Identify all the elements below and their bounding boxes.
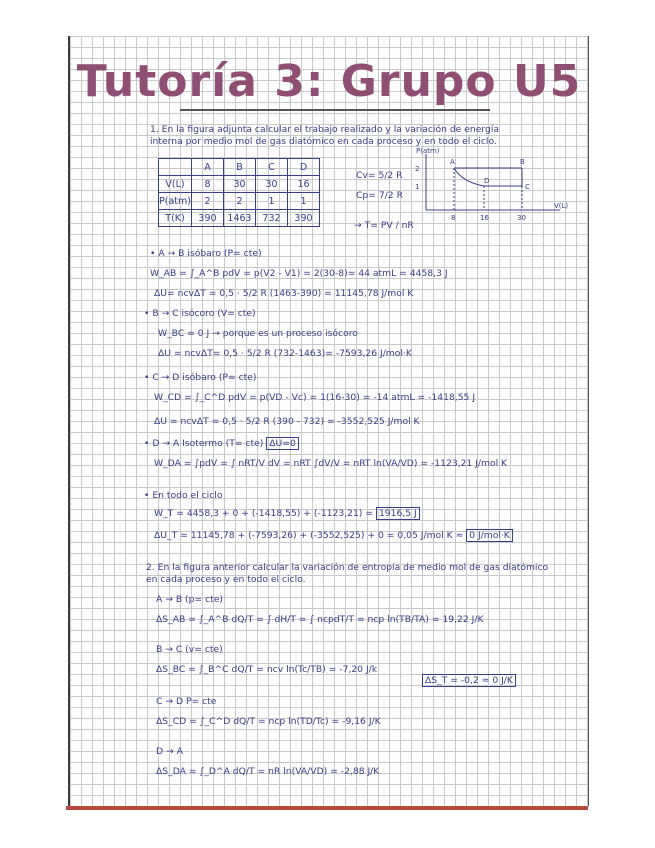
process-bc-header: • B → C isócoro (V= cte)	[144, 308, 256, 319]
table-header: D	[288, 159, 320, 176]
table-cell: 390	[288, 210, 320, 227]
entropy-cd-header: C → D P= cte	[156, 696, 217, 707]
total-entropy-box: ΔS_T = -0,2 ≈ 0 J/K	[422, 674, 516, 687]
process-cd-work: W_CD = ∫_C^D pdV = p(VD - Vc) = 1(16-30) = -14 atmL = -1418,55 J	[154, 392, 476, 403]
entropy-bc: ΔS_BC = ∫_B^C dQ/T = ncv ln(Tc/TB) = -7,20 J/k	[156, 664, 378, 675]
table-cell: 30	[224, 176, 256, 193]
table-cell: 1	[288, 193, 320, 210]
problem-1-text: interna por medio mol de gas diatómico en cada proceso y en todo el ciclo.	[150, 136, 497, 147]
cycle-energy	[154, 530, 513, 541]
table-cell: 8	[192, 176, 224, 193]
table-row	[159, 193, 320, 210]
process-ab-header: • A → B isóbaro (P= cte)	[150, 248, 262, 259]
cv-label: Cv= 5/2 R	[356, 170, 403, 181]
table-row	[159, 210, 320, 227]
process-cd-header: • C → D isóbaro (P= cte)	[144, 372, 257, 383]
delta-u-zero-box: ΔU=0	[266, 437, 299, 450]
process-cd-energy: ΔU = ncvΔT = 0,5 · 5/2 R (390 - 732) = -3552,525 J/mol K	[154, 416, 420, 427]
table-cell: 390	[192, 210, 224, 227]
title-underline	[180, 109, 490, 111]
notebook-page	[68, 36, 589, 806]
table-cell: 1	[256, 193, 288, 210]
table-cell: 732	[256, 210, 288, 227]
y-tick-label: 2	[415, 165, 420, 173]
cycle-energy-text: ΔU_T = 11145,78 + (-7593,26) + (-3552,525) + 0 = 0,05 J/mol K ≈	[154, 530, 464, 541]
process-bc-energy: ΔU = ncvΔT= 0,5 · 5/2 R (732-1463)= -7593,26 J/mol·K	[158, 348, 412, 359]
table-cell: P(atm)	[159, 193, 192, 210]
process-ab-energy: ΔU= ncvΔT = 0,5 · 5/2 R (1463-390) = 11145,78 J/mol K	[154, 288, 414, 299]
table-cell: T(K)	[159, 210, 192, 227]
table-cell: 30	[256, 176, 288, 193]
table-header: A	[192, 159, 224, 176]
table-header: C	[256, 159, 288, 176]
process-ab-work: W_AB = ∫_A^B pdV = p(V2 - V1) = 2(30-8)= 44 atmL = 4458,3 J	[150, 268, 448, 279]
x-tick-label: 30	[517, 214, 526, 222]
state-table	[158, 158, 320, 227]
table-cell	[159, 159, 192, 176]
x-tick-label: 8	[451, 214, 456, 222]
page-title: Tutoría 3: Grupo U5	[76, 56, 582, 107]
entropy-bc-header: B → C (v= cte)	[156, 644, 223, 655]
pv-diagram	[410, 148, 580, 226]
cycle-work	[154, 508, 420, 519]
table-header-row	[159, 159, 320, 176]
page-bottom-edge	[66, 806, 588, 810]
process-da-work: W_DA = ∫pdV = ∫ nRT/V dV = nRT ∫dV/V = nRT ln(VA/VD) = -1123,21 J/mol K	[154, 458, 508, 469]
cycle-header: • En todo el ciclo	[144, 490, 223, 501]
point-label: D	[484, 177, 490, 185]
y-axis-label: P(atm)	[416, 148, 440, 155]
x-axis-label: V(L)	[554, 202, 569, 210]
cp-label: Cp= 7/2 R	[356, 190, 403, 201]
process-bc-work: W_BC = 0 J → porque es un proceso isócoro	[158, 328, 358, 339]
table-cell: 16	[288, 176, 320, 193]
entropy-cd: ΔS_CD = ∫_C^D dQ/T = ncp ln(TD/Tc) = -9,16 J/K	[156, 716, 381, 727]
table-header: B	[224, 159, 256, 176]
table-row	[159, 176, 320, 193]
problem-2-text: en cada proceso y en todo el ciclo.	[146, 574, 306, 585]
entropy-ab: ΔS_AB = ∫_A^B dQ/T = ∫ dH/T = ∫ ncpdT/T = ncp ln(TB/TA) = 19,22 J/K	[156, 614, 484, 625]
point-label: C	[525, 183, 530, 191]
y-tick-label: 1	[415, 183, 420, 191]
point-label: B	[520, 158, 525, 166]
process-da-header	[144, 438, 299, 449]
entropy-da: ΔS_DA = ∫_D^A dQ/T = nR ln(VA/VD) = -2,88 J/K	[156, 766, 380, 777]
entropy-da-header: D → A	[156, 746, 183, 757]
problem-2-text: 2. En la figura anterior calcular la variación de entropía de medio mol de gas diatómico	[146, 562, 549, 573]
process-da-label: • D → A Isotermo (T= cte)	[144, 438, 264, 449]
problem-1-text: 1. En la figura adjunta calcular el trabajo realizado y la variación de energía	[150, 124, 500, 135]
cycle-work-text: W_T = 4458,3 + 0 + (-1418,55) + (-1123,21) =	[154, 508, 374, 519]
process-da-curve	[454, 168, 484, 186]
cycle-work-result-box: 1916,5 J	[376, 507, 420, 520]
table-cell: 1463	[224, 210, 256, 227]
temperature-formula: → T= PV / nR	[354, 220, 414, 231]
table-cell: 2	[224, 193, 256, 210]
table-cell: 2	[192, 193, 224, 210]
table-cell: V(L)	[159, 176, 192, 193]
point-label: A	[450, 158, 455, 166]
x-tick-label: 16	[480, 214, 489, 222]
cycle-energy-result-box: 0 J/mol·K	[466, 529, 513, 542]
entropy-ab-header: A → B (p= cte)	[156, 594, 223, 605]
